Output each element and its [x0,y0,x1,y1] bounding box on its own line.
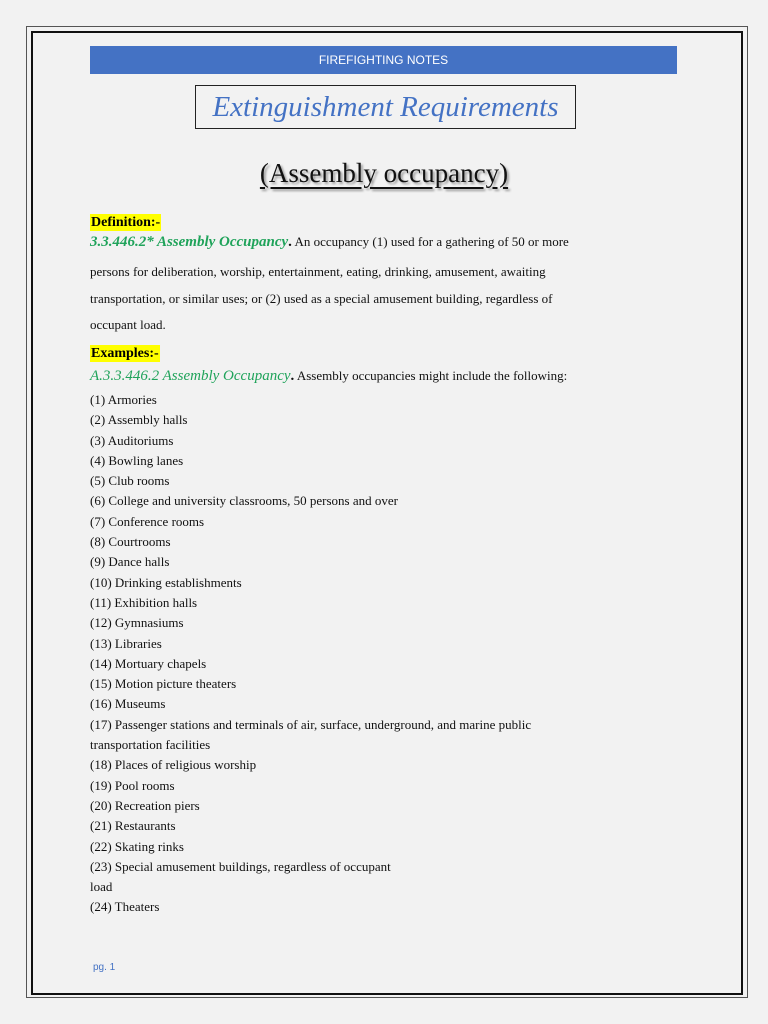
list-item: (13) Libraries [90,635,162,651]
list-item: (20) Recreation piers [90,797,200,813]
title-box [195,85,576,129]
list-item: (21) Restaurants [90,818,176,834]
examples-intro: Assembly occupancies might include the following: [296,368,568,383]
definition-label: Definition:- [91,215,161,230]
list-item: (5) Club rooms [90,473,170,489]
definition-text-1: An occupancy (1) used for a gathering of 50 or more [294,234,569,249]
list-item: (23) Special amusement buildings, regardless of occupant [90,858,391,874]
examples-list [90,390,690,918]
list-item: (19) Pool rooms [90,777,175,793]
list-item: (11) Exhibition halls [90,594,198,610]
definition-text-3: transportation, or similar uses; or (2) used as a special amusement building, regardless of [90,291,553,306]
list-item: (14) Mortuary chapels [90,655,207,671]
list-item: (18) Places of religious worship [90,757,257,773]
list-item: (1) Armories [90,392,157,407]
examples-intro-line: A.3.3.446.2 Assembly Occupancy. Assembly occupancies might include the following: [90,368,568,384]
examples-label: Examples:- [91,346,159,361]
subtitle [0,158,768,189]
list-item: (8) Courtrooms [90,534,171,550]
list-item: (3) Auditoriums [90,432,174,448]
list-item: (7) Conference rooms [90,513,205,529]
definition-ref: 3.3.446.2* Assembly Occupancy [90,234,289,250]
list-item: transportation facilities [90,737,211,753]
header-band: FIREFIGHTING NOTES [90,46,677,74]
list-item: (12) Gymnasiums [90,615,184,631]
list-item: (4) Bowling lanes [90,452,184,468]
definition-text-2: persons for deliberation, worship, entertainment, eating, drinking, amusement, awaiting [90,264,546,279]
list-item: (10) Drinking establishments [90,574,242,590]
definition-line-1: 3.3.446.2* Assembly Occupancy. An occupancy (1) used for a gathering of 50 or more [90,234,569,250]
examples-ref: A.3.3.446.2 Assembly Occupancy [90,368,291,384]
list-item: (22) Skating rinks [90,838,184,854]
list-item: (16) Museums [90,696,166,712]
list-item: (9) Dance halls [90,554,170,570]
list-item: (17) Passenger stations and terminals of air, surface, underground, and marine public [90,716,532,732]
definition-text-4: occupant load. [90,317,166,332]
page-title: Extinguishment Requirements [212,91,559,123]
page-number: pg. 1 [93,962,116,973]
list-item: load [90,879,113,895]
list-item: (6) College and university classrooms, 50 persons and over [90,493,398,509]
list-item: (2) Assembly halls [90,412,188,428]
list-item: (24) Theaters [90,899,160,915]
list-item: (15) Motion picture theaters [90,676,237,692]
subtitle-text: (Assembly occupancy) [259,158,509,188]
